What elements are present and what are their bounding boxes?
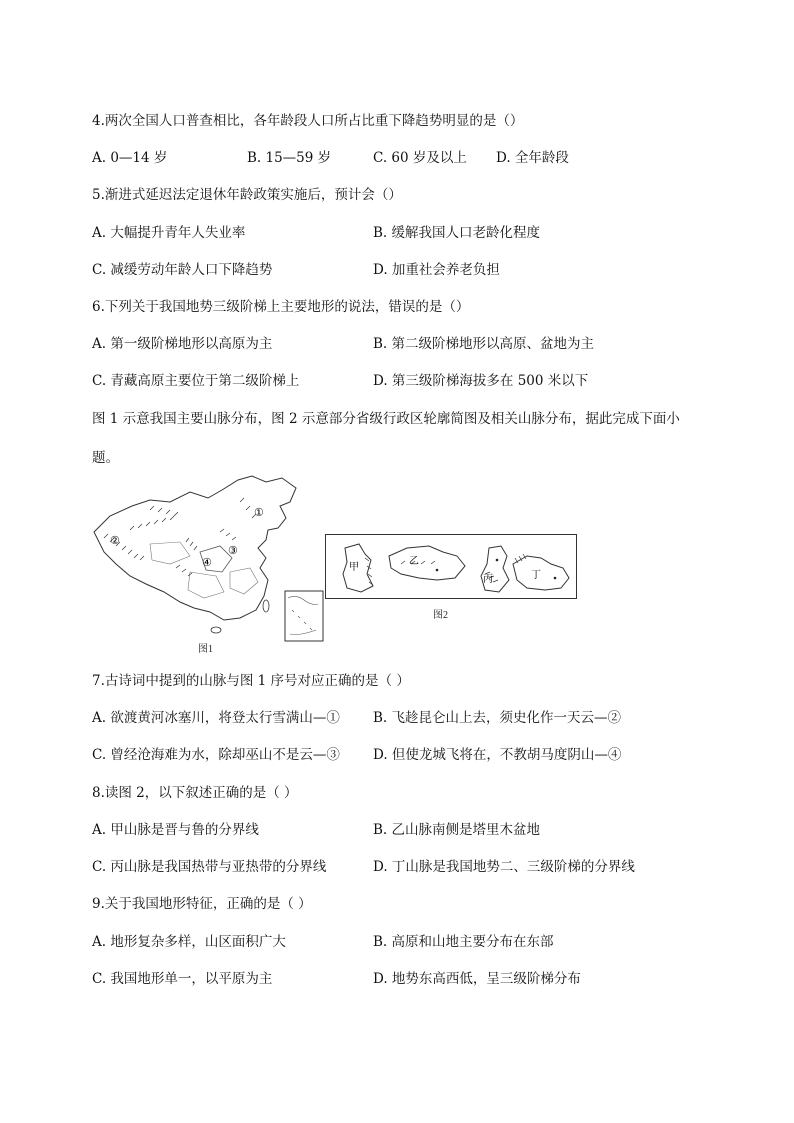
q9-option-c: C. 我国地形单一，以平原为主 (92, 971, 273, 987)
fig1-caption: 图1 (198, 644, 213, 655)
q7-option-c: C. 曾经沧海难为水，除却巫山不是云—③ (92, 747, 340, 763)
fig2-caption: 图2 (433, 610, 448, 621)
fig2-label-jia: 甲 (349, 562, 359, 573)
fig1-marker-1: ① (254, 506, 264, 519)
q6-stem: 6.下列关于我国地势三级阶梯上主要地形的说法，错误的是（） (92, 299, 470, 315)
q4-stem: 4.两次全国人口普查相比，各年龄段人口所占比重下降趋势明显的是（） (92, 113, 524, 129)
q8-option-d: D. 丁山脉是我国地势二、三级阶梯的分界线 (373, 859, 635, 875)
q4-option-b: B. 15—59 岁 (247, 150, 332, 166)
q9-stem: 9.关于我国地形特征，正确的是（ ） (92, 896, 312, 912)
q7-option-b: B. 飞趁昆仑山上去，须史化作一天云—② (373, 710, 622, 726)
q9-option-d: D. 地势东高西低，呈三级阶梯分布 (373, 971, 581, 987)
q9-option-a: A. 地形复杂多样，山区面积广大 (92, 934, 286, 950)
fig2-label-ding: 丁 (531, 570, 541, 581)
q5-option-c: C. 减缓劳动年龄人口下降趋势 (92, 262, 273, 278)
fig1-marker-4: ④ (202, 556, 212, 569)
q8-stem: 8.读图 2，以下叙述正确的是（ ） (92, 785, 298, 801)
fig2-label-yi: 乙 (409, 556, 419, 567)
fig1-marker-2: ② (110, 534, 120, 547)
fig1-marker-3: ③ (228, 544, 238, 557)
q4-option-c: C. 60 岁及以上 (373, 150, 467, 166)
q5-option-b: B. 缓解我国人口老龄化程度 (373, 225, 541, 241)
q7-stem: 7.古诗词中提到的山脉与图 1 序号对应正确的是（ ） (92, 673, 410, 689)
q8-option-b: B. 乙山脉南侧是塔里木盆地 (373, 822, 541, 838)
q6-option-d: D. 第三级阶梯海拔多在 500 米以下 (373, 373, 589, 389)
q6-option-a: A. 第一级阶梯地形以高原为主 (92, 336, 273, 352)
q5-stem: 5.渐进式延迟法定退休年龄政策实施后，预计会（） (92, 187, 402, 203)
fig2-label-bing: 丙 (483, 574, 493, 585)
q7-option-d: D. 但使龙城飞将在，不教胡马度阴山—④ (373, 747, 622, 763)
q4-option-a: A. 0—14 岁 (92, 150, 168, 166)
q9-option-b: B. 高原和山地主要分布在东部 (373, 934, 554, 950)
q5-option-d: D. 加重社会养老负担 (373, 262, 500, 278)
intro-line-2: 题。 (92, 450, 119, 466)
intro-line-1: 图 1 示意我国主要山脉分布，图 2 示意部分省级行政区轮廓简图及相关山脉分布，据此完成下面小 (92, 411, 680, 427)
q8-option-a: A. 甲山脉是晋与鲁的分界线 (92, 822, 259, 838)
south-china-sea-inset (284, 590, 324, 642)
q7-option-a: A. 欲渡黄河冰塞川，将登太行雪满山—① (92, 710, 340, 726)
figure-2-province-outlines (325, 534, 577, 624)
q4-option-d: D. 全年龄段 (496, 150, 569, 166)
q6-option-b: B. 第二级阶梯地形以高原、盆地为主 (373, 336, 595, 352)
q6-option-c: C. 青藏高原主要位于第二级阶梯上 (92, 373, 300, 389)
q5-option-a: A. 大幅提升青年人失业率 (92, 225, 246, 241)
q8-option-c: C. 丙山脉是我国热带与亚热带的分界线 (92, 859, 327, 875)
